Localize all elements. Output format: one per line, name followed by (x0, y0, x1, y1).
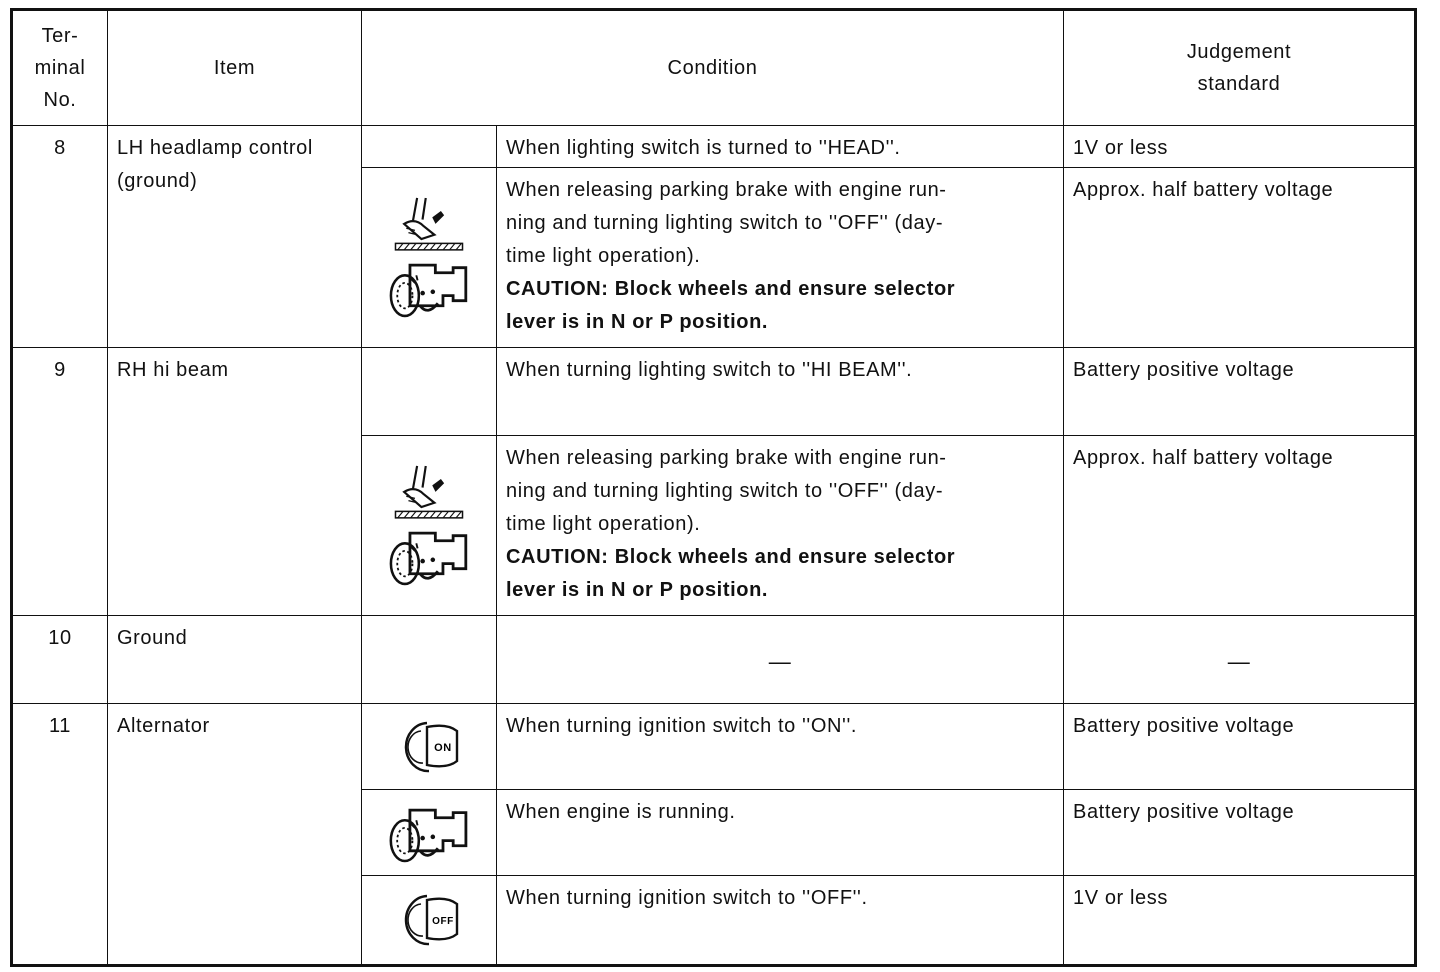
parking-brake-icon (389, 463, 469, 523)
condition-text: When turning ignition switch to ''ON''. (497, 704, 1064, 790)
table-row (12, 126, 1416, 168)
condition-text: When engine is running. (497, 790, 1064, 876)
judgement-value: 1V or less (1064, 876, 1416, 966)
condition-text: — (497, 616, 1064, 704)
terminal-number: 10 (12, 616, 108, 704)
condition-text: When turning lighting switch to ''HI BEAM''. (497, 348, 1064, 436)
condition-icon-empty (362, 126, 497, 168)
inspection-table (10, 8, 1417, 967)
key-label: ON (434, 741, 452, 754)
condition-description: When releasing parking brake with engine run- ning and turning lighting switch to ''OFF'' (day- time light operation). (506, 447, 947, 535)
judgement-value: Battery positive voltage (1064, 790, 1416, 876)
condition-icon-cell (362, 790, 497, 876)
judgement-value: Approx. half battery voltage (1064, 436, 1416, 616)
terminal-inspection-table (10, 8, 1414, 960)
condition-text: When lighting switch is turned to ''HEAD''. (497, 126, 1064, 168)
parking-brake-icon (389, 195, 469, 255)
engine-running-icon (387, 255, 471, 321)
judgement-value: 1V or less (1064, 126, 1416, 168)
item-name: RH hi beam (108, 348, 362, 616)
condition-description: When releasing parking brake with engine run- ning and turning lighting switch to ''OFF'' (day- time light operation). (506, 179, 947, 267)
caution-note: CAUTION: Block wheels and ensure selector lever is in N or P position. (506, 546, 956, 601)
condition-icon-cell (362, 704, 497, 790)
item-name: LH headlamp control (ground) (108, 126, 362, 348)
terminal-number: 9 (12, 348, 108, 616)
table-row (12, 616, 1416, 704)
ignition-key-on-icon (397, 715, 461, 779)
key-label: OFF (432, 916, 454, 927)
condition-icon-cell (362, 168, 497, 348)
condition-text (497, 168, 1064, 348)
judgement-value: Battery positive voltage (1064, 704, 1416, 790)
judgement-header: Judgement standard (1064, 10, 1416, 126)
judgement-value: Battery positive voltage (1064, 348, 1416, 436)
terminal-number: 8 (12, 126, 108, 348)
condition-icon-cell (362, 876, 497, 966)
caution-note: CAUTION: Block wheels and ensure selector lever is in N or P position. (506, 278, 956, 333)
judgement-value: — (1064, 616, 1416, 704)
engine-running-icon (387, 523, 471, 589)
condition-icon-empty (362, 348, 497, 436)
judgement-value: Approx. half battery voltage (1064, 168, 1416, 348)
table-row (12, 348, 1416, 436)
condition-text: When turning ignition switch to ''OFF''. (497, 876, 1064, 966)
condition-text (497, 436, 1064, 616)
item-name: Alternator (108, 704, 362, 966)
engine-running-icon (387, 799, 471, 867)
header-row (12, 10, 1416, 126)
condition-icon-cell (362, 436, 497, 616)
item-name: Ground (108, 616, 362, 704)
terminal-number: 11 (12, 704, 108, 966)
item-header: Item (108, 10, 362, 126)
terminal-header: Ter- minal No. (12, 10, 108, 126)
ignition-key-off-icon (397, 888, 461, 952)
condition-icon-empty (362, 616, 497, 704)
condition-header: Condition (362, 10, 1064, 126)
table-row (12, 704, 1416, 790)
